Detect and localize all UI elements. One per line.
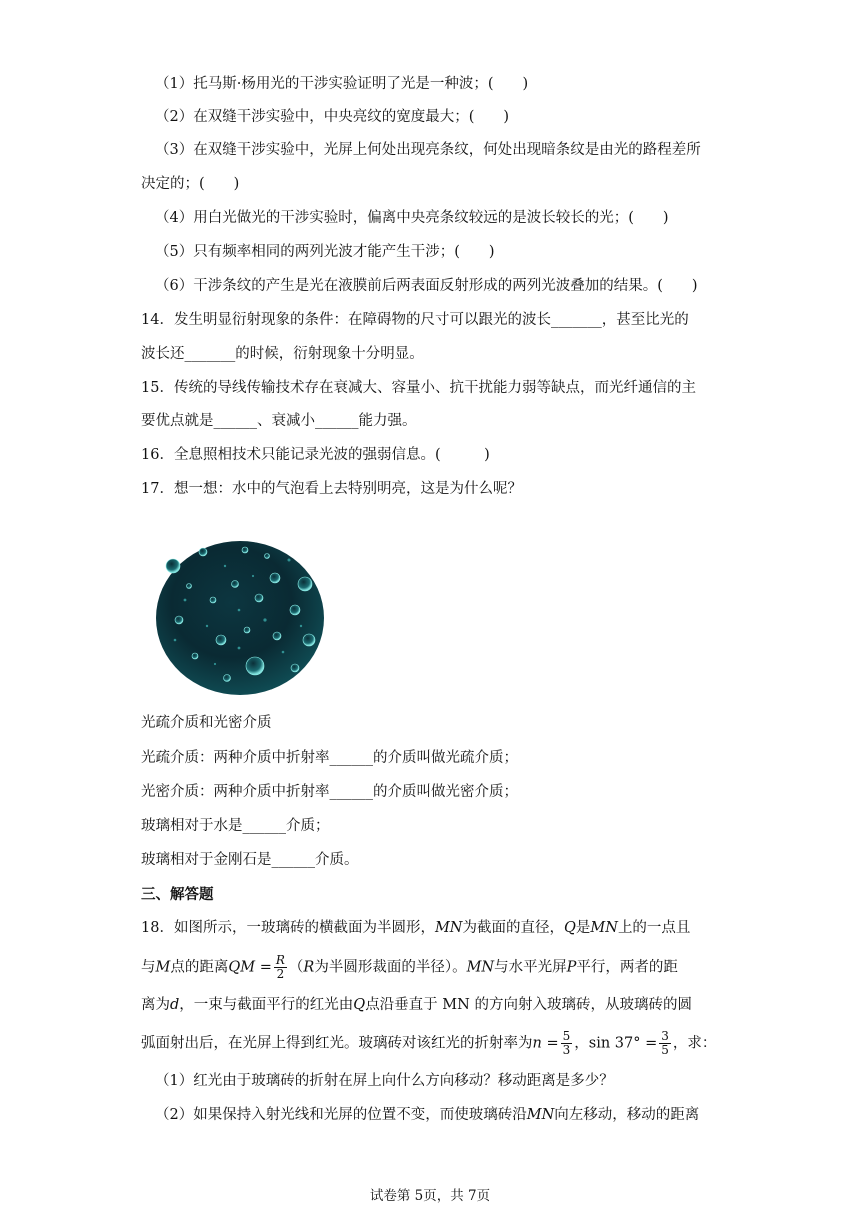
line-item-3a: （3）在双缝干涉实验中，光屏上何处出现亮条纹，何处出现暗条纹是由光的路程差所 [155, 142, 701, 158]
page-footer: 试卷第 5页，共 7页 [369, 1188, 491, 1204]
question-18-line4: 弧面射出后，在光屏上得到红光。玻璃砖对该红光的折射率为n = $\frac{5}{3}$ ，sin 37° = $\frac{3}{5}$ ，求： [141, 1029, 717, 1057]
fraction-sin: $\frac{3}{5}$ [661, 1029, 669, 1057]
question-18-line1: 18．如图所示，一玻璃砖的横截面为半圆形，MN为截面的直径，Q是MN上的一点且 [141, 920, 691, 936]
question-18-sub1: （1）红光由于玻璃砖的折射在屏上向什么方向移动？移动距离是多少？ [155, 1073, 614, 1089]
water-bubbles-image [155, 540, 325, 696]
line-item-2: （2）在双缝干涉实验中，中央亮纹的宽度最大；( ) [155, 109, 510, 125]
question-18-sub2: （2）如果保持入射光线和光屏的位置不变，而使玻璃砖沿MN向左移动，移动的距离 [155, 1107, 700, 1123]
line-item-1: （1）托马斯·杨用光的干涉实验证明了光是一种波；( ) [155, 76, 529, 92]
glass-water-line: 玻璃相对于水是______介质； [141, 818, 330, 834]
line-item-4: （4）用白光做光的干涉实验时，偏离中央亮条纹较远的是波长较长的光；( ) [155, 210, 669, 226]
question-17-title: 17．想一想：水中的气泡看上去特别明亮，这是为什么呢？ [141, 481, 522, 497]
question-15-line2: 要优点就是______、衰减小______能力强。 [141, 413, 417, 429]
question-14-line1: 14．发生明显衍射现象的条件：在障碍物的尺寸可以跟光的波长_______，甚至比光的 [141, 312, 689, 328]
question-16: 16．全息照相技术只能记录光波的强弱信息。( ) [141, 447, 490, 463]
question-14-line2: 波长还_______的时候，衍射现象十分明显。 [141, 346, 424, 362]
question-18-line3: 离为d，一束与截面平行的红光由Q点沿垂直于 MN 的方向射入玻璃砖，从玻璃砖的圆 [141, 997, 692, 1013]
fraction-r-over-2: $\frac{R}{2}$ [275, 953, 285, 981]
fraction-n: $\frac{5}{3}$ [562, 1029, 571, 1057]
glass-diamond-line: 玻璃相对于金刚石是______介质。 [141, 852, 359, 868]
question-18-line2: 与M点的距离QM = $\frac{R}{2}$ （R为半圆形裁面的半径）。MN与水平光屏P平行，两者的距 [141, 953, 678, 981]
denser-medium-line: 光密介质：两种介质中折射率______的介质叫做光密介质； [141, 784, 518, 800]
section-heading: 三、解答题 [141, 886, 214, 903]
line-item-5: （5）只有频率相同的两列光波才能产生干涉；( ) [155, 244, 495, 260]
media-heading: 光疏介质和光密介质 [141, 715, 272, 731]
line-item-3b: 决定的；( ) [141, 176, 240, 192]
question-15-line1: 15．传统的导线传输技术存在衰减大、容量小、抗干扰能力弱等缺点，而光纤通信的主 [141, 380, 696, 396]
line-item-6: （6）干涉条纹的产生是光在液膜前后两表面反射形成的两列光波叠加的结果。( ) [155, 278, 698, 294]
rarer-medium-line: 光疏介质：两种介质中折射率______的介质叫做光疏介质； [141, 750, 518, 766]
